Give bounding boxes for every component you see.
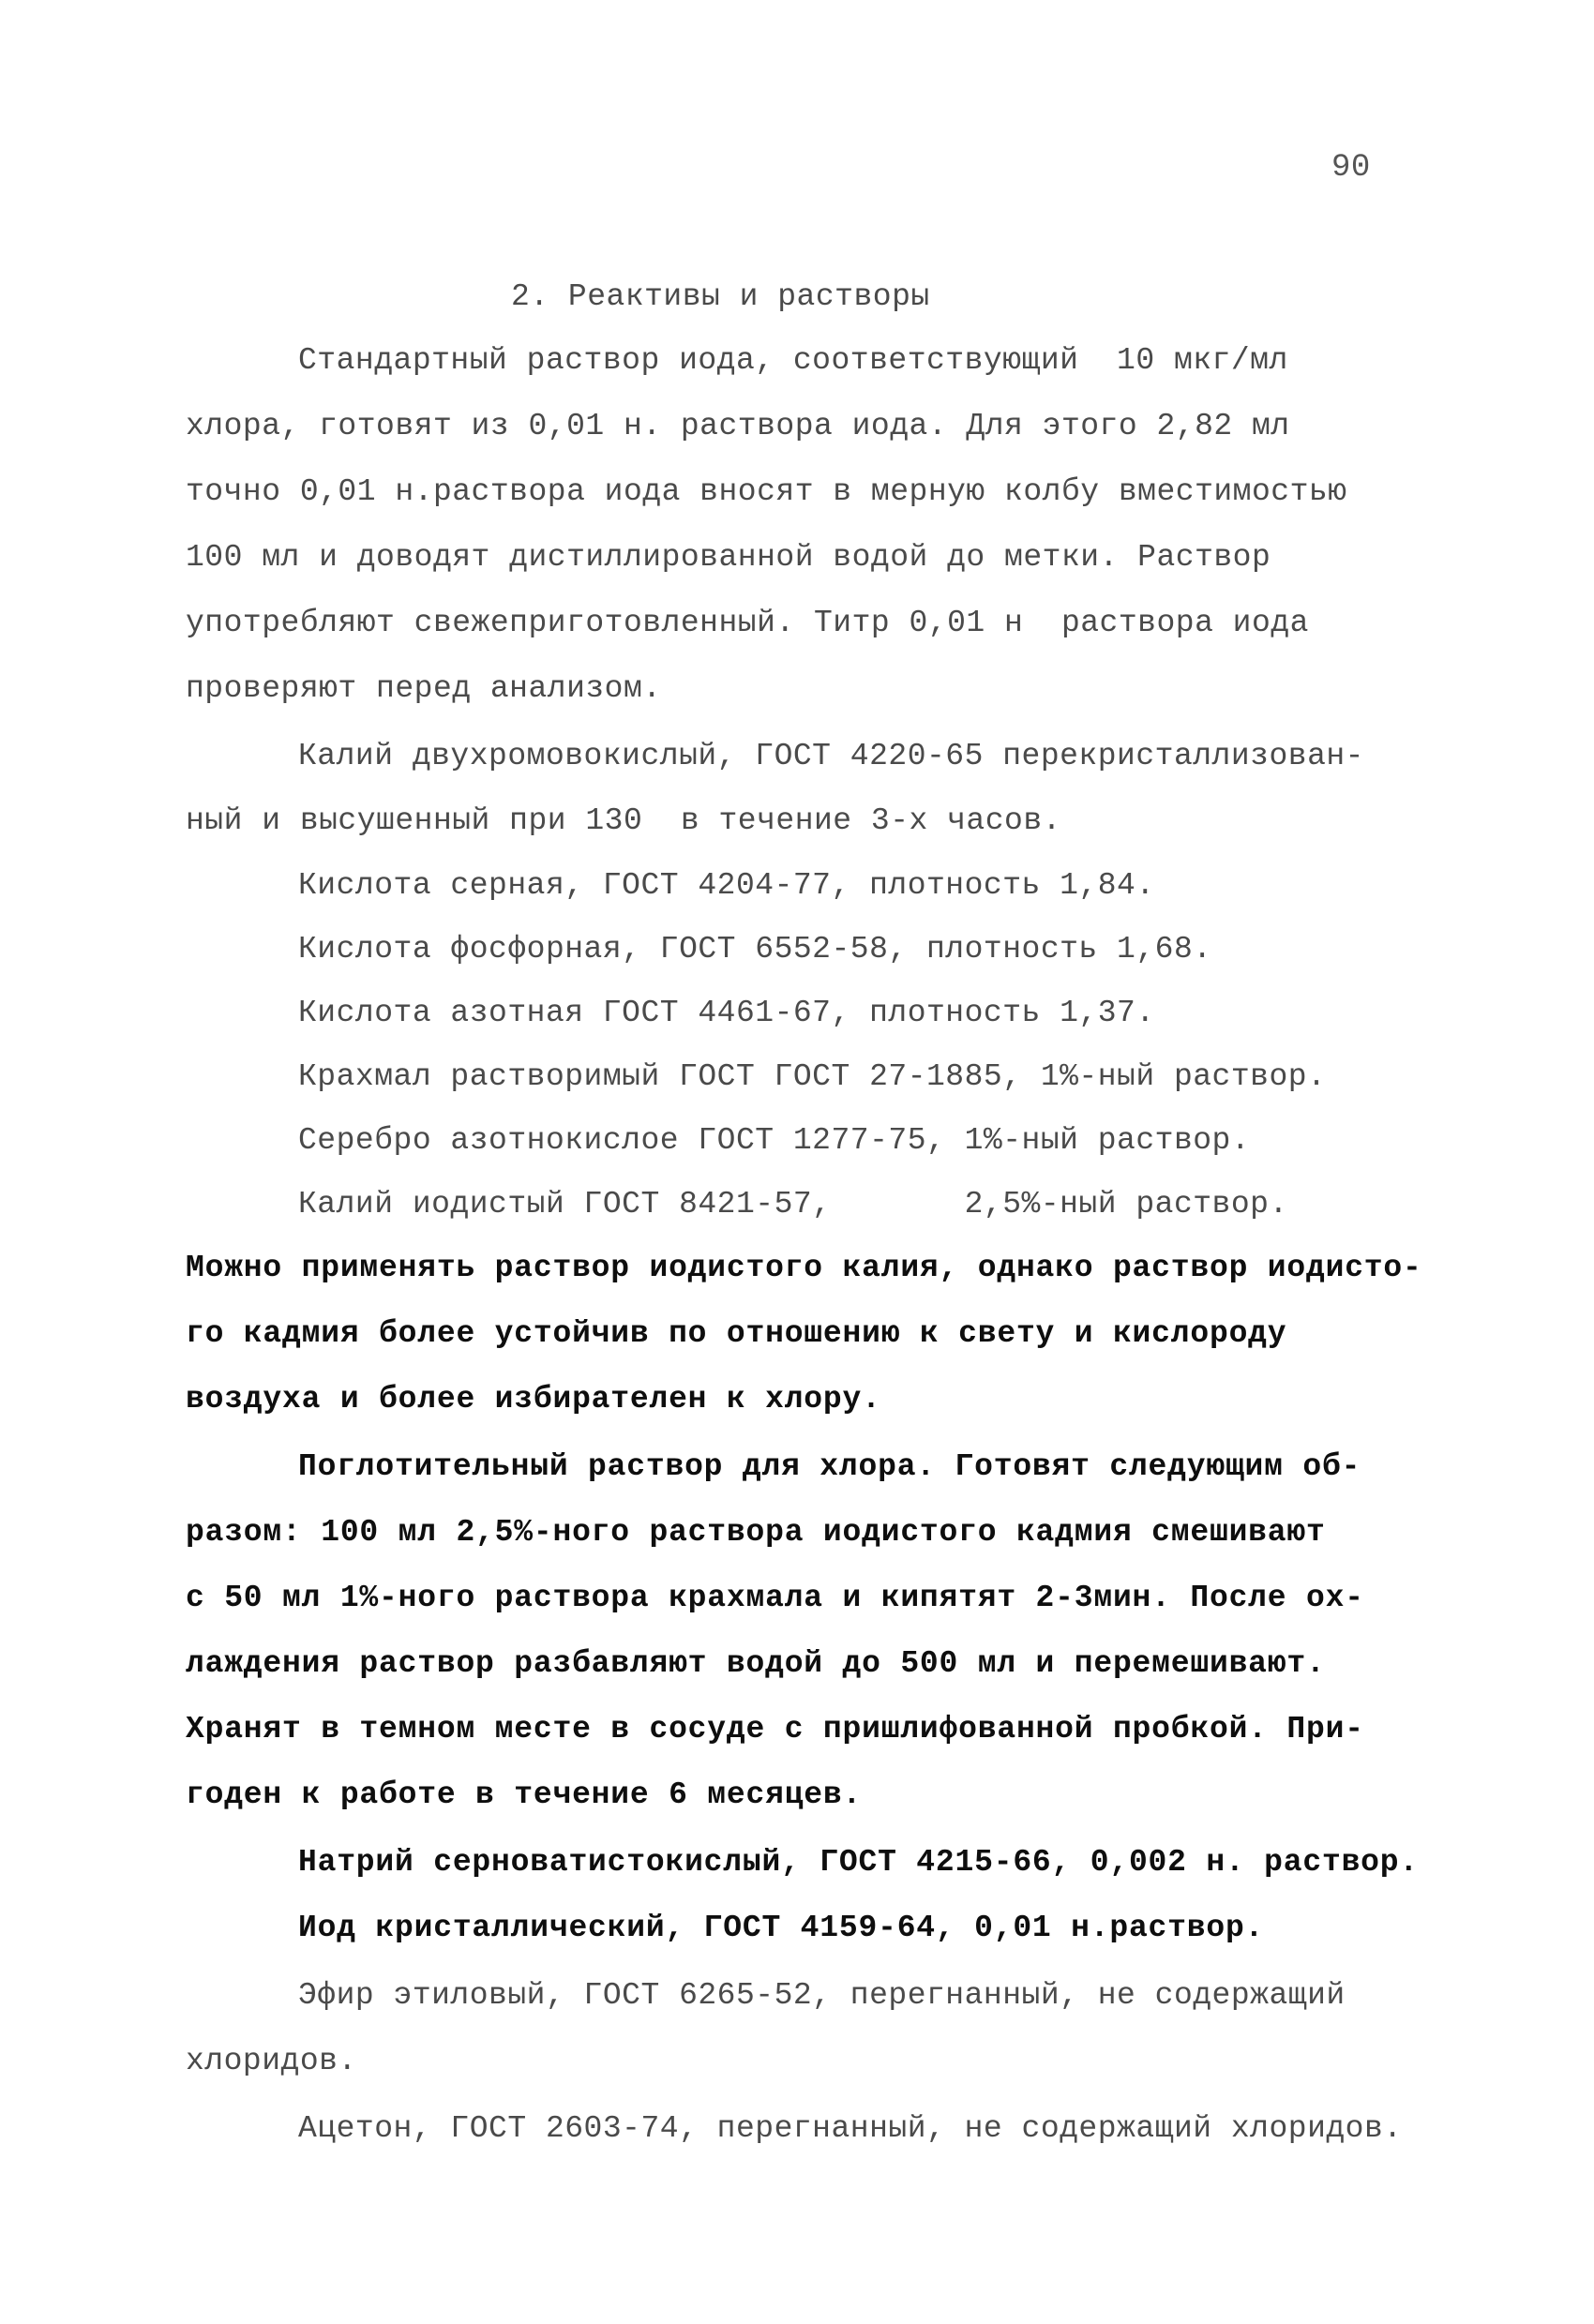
paragraph-line: точно 0,01 н.раствора иода вносят в мерную колбу вместимостью (186, 474, 1347, 509)
section-heading: 2. Реактивы и растворы (511, 279, 930, 314)
paragraph-line: годен к работе в течение 6 месяцев. (186, 1777, 863, 1812)
paragraph-line: хлора, готовят из 0,01 н. раствора иода. Для этого 2,82 мл (186, 409, 1290, 443)
paragraph-line: Можно применять раствор иодистого калия, однако раствор иодисто- (186, 1251, 1422, 1285)
reagent-line: Натрий серноватистокислый, ГОСТ 4215-66, 0,002 н. раствор. (298, 1845, 1419, 1880)
paragraph-line: употребляют свежеприготовленный. Титр 0,01 н раствора иода (186, 606, 1309, 640)
paragraph-line: Эфир этиловый, ГОСТ 6265-52, перегнанный, не содержащий (298, 1978, 1346, 2013)
paragraph-line: го кадмия более устойчив по отношению к свету и кислороду (186, 1316, 1287, 1351)
paragraph-line: с 50 мл 1%-ного раствора крахмала и кипятят 2-3мин. После ох- (186, 1581, 1364, 1615)
paragraph-line: ный и высушенный при 130 в течение 3-х часов. (186, 803, 1061, 838)
reagent-line: Иод кристаллический, ГОСТ 4159-64, 0,01 н.раствор. (298, 1911, 1265, 1945)
paragraph-line: разом: 100 мл 2,5%-ного раствора иодистого кадмия смешивают (186, 1515, 1326, 1550)
paragraph-line: Стандартный раствор иода, соответствующий 10 мкг/мл (298, 343, 1288, 378)
reagent-line: Крахмал растворимый ГОСТ ГОСТ 27-1885, 1%-ный раствор. (298, 1059, 1327, 1094)
paragraph-line: Калий двухромовокислый, ГОСТ 4220-65 перекристаллизован- (298, 739, 1364, 773)
paragraph-line: Хранят в темном месте в сосуде с пришлифованной пробкой. При- (186, 1712, 1364, 1747)
reagent-line: Серебро азотнокислое ГОСТ 1277-75, 1%-ный раствор. (298, 1123, 1251, 1158)
paragraph-line: 100 мл и доводят дистиллированной водой до метки. Раствор (186, 540, 1271, 575)
reagent-line: Кислота серная, ГОСТ 4204-77, плотность 1,84. (298, 868, 1155, 903)
paragraph-line: хлоридов. (186, 2044, 357, 2078)
reagent-line: Кислота азотная ГОСТ 4461-67, плотность 1,37. (298, 996, 1155, 1030)
reagent-line: Кислота фосфорная, ГОСТ 6552-58, плотность 1,68. (298, 932, 1212, 967)
reagent-line: Калий иодистый ГОСТ 8421-57, 2,5%-ный раствор. (298, 1187, 1288, 1222)
paragraph-line: Поглотительный раствор для хлора. Готовят следующим об- (298, 1449, 1361, 1484)
paragraph-line: проверяют перед анализом. (186, 671, 662, 706)
paragraph-line: воздуха и более избирателен к хлору. (186, 1382, 881, 1417)
page-number: 90 (1331, 150, 1371, 186)
paragraph-line: Ацетон, ГОСТ 2603-74, перегнанный, не содержащий хлоридов. (298, 2111, 1403, 2146)
paragraph-line: лаждения раствор разбавляют водой до 500 мл и перемешивают. (186, 1646, 1326, 1681)
